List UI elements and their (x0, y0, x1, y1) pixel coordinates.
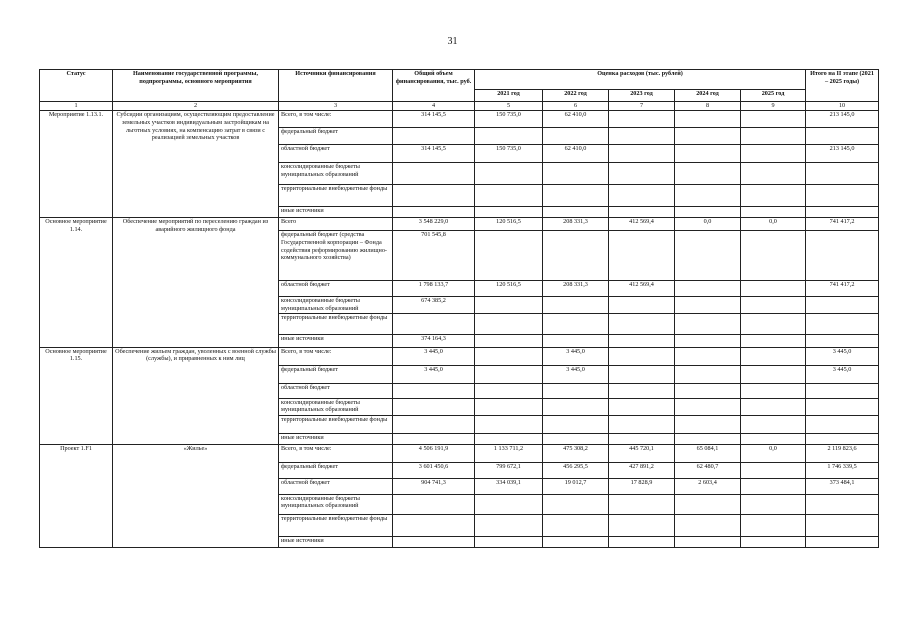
amount-cell (609, 185, 675, 207)
amount-cell (393, 128, 475, 145)
funding-source-cell: федеральный бюджет (279, 365, 393, 383)
amount-cell (675, 145, 741, 163)
amount-cell (609, 297, 675, 314)
amount-cell (675, 514, 741, 536)
amount-cell (741, 185, 806, 207)
amount-cell (543, 334, 609, 347)
amount-cell: 3 445,0 (393, 365, 475, 383)
table-body (40, 111, 879, 548)
amount-cell (741, 398, 806, 415)
amount-cell (609, 514, 675, 536)
funding-source-cell: иные источники (279, 334, 393, 347)
amount-cell (543, 514, 609, 536)
amount-cell: 19 012,7 (543, 478, 609, 494)
amount-cell (675, 433, 741, 444)
amount-cell (393, 313, 475, 334)
amount-cell (675, 334, 741, 347)
page-number: 31 (447, 36, 458, 47)
amount-cell: 445 720,1 (609, 444, 675, 462)
amount-cell (475, 398, 543, 415)
table-row (40, 218, 879, 231)
amount-cell (609, 313, 675, 334)
amount-cell (741, 128, 806, 145)
amount-cell: 213 145,0 (806, 145, 879, 163)
amount-cell (543, 313, 609, 334)
funding-source-cell: федеральный бюджет (средства Государственной корпорации – Фонда содействия реформированию жилищно-коммунального хозяйства) (279, 231, 393, 281)
amount-cell: 120 516,5 (475, 218, 543, 231)
amount-cell (741, 365, 806, 383)
amount-cell: 62 410,0 (543, 145, 609, 163)
header-total: Общий объем финансирования, тыс. руб. (393, 70, 475, 102)
amount-cell: 208 331,3 (543, 281, 609, 297)
amount-cell: 373 484,1 (806, 478, 879, 494)
amount-cell: 427 891,2 (609, 462, 675, 478)
amount-cell: 0,0 (741, 218, 806, 231)
column-number: 9 (741, 102, 806, 111)
amount-cell (675, 494, 741, 514)
amount-cell: 17 828,9 (609, 478, 675, 494)
amount-cell (393, 185, 475, 207)
amount-cell (543, 297, 609, 314)
amount-cell (393, 536, 475, 547)
amount-cell (475, 128, 543, 145)
amount-cell (741, 163, 806, 185)
amount-cell (741, 281, 806, 297)
funding-source-cell: областной бюджет (279, 383, 393, 398)
amount-cell (393, 383, 475, 398)
amount-cell (675, 281, 741, 297)
amount-cell (543, 128, 609, 145)
amount-cell (393, 415, 475, 433)
amount-cell (609, 415, 675, 433)
amount-cell: 120 516,5 (475, 281, 543, 297)
amount-cell: 314 145,5 (393, 145, 475, 163)
column-number: 3 (279, 102, 393, 111)
funding-source-cell: консолидированные бюджеты муниципальных образований (279, 297, 393, 314)
amount-cell (675, 365, 741, 383)
amount-cell (475, 163, 543, 185)
funding-source-cell: консолидированные бюджеты муниципальных образований (279, 163, 393, 185)
amount-cell (609, 365, 675, 383)
funding-source-cell: федеральный бюджет (279, 128, 393, 145)
amount-cell: 701 545,8 (393, 231, 475, 281)
amount-cell (543, 231, 609, 281)
header-name: Наименование государственной программы, подпрограммы, основного мероприятия (113, 70, 279, 102)
amount-cell: 314 145,5 (393, 111, 475, 128)
column-number: 10 (806, 102, 879, 111)
amount-cell: 799 672,1 (475, 462, 543, 478)
amount-cell (475, 494, 543, 514)
amount-cell: 3 445,0 (806, 347, 879, 365)
program-name-cell: Субсидии организациям, осуществляющим предоставление земельных участков индивидуальным застройщикам на льготных условиях, на компенсацию затрат в связи с реализацией земельных участков (113, 111, 279, 218)
column-number: 1 (40, 102, 113, 111)
amount-cell (393, 514, 475, 536)
funding-source-cell: иные источники (279, 207, 393, 218)
amount-cell (475, 185, 543, 207)
amount-cell: 62 410,0 (543, 111, 609, 128)
amount-cell: 475 308,2 (543, 444, 609, 462)
amount-cell (475, 347, 543, 365)
amount-cell (741, 297, 806, 314)
amount-cell (806, 536, 879, 547)
amount-cell (675, 415, 741, 433)
amount-cell: 0,0 (675, 218, 741, 231)
amount-cell (609, 536, 675, 547)
header-sources: Источники финансирования (279, 70, 393, 102)
amount-cell: 1 798 133,7 (393, 281, 475, 297)
amount-cell (609, 128, 675, 145)
table-row (40, 111, 879, 128)
column-number: 8 (675, 102, 741, 111)
amount-cell (609, 145, 675, 163)
amount-cell (609, 433, 675, 444)
status-cell: Мероприятие 1.13.1. (40, 111, 113, 218)
amount-cell (609, 207, 675, 218)
amount-cell: 334 039,1 (475, 478, 543, 494)
column-number: 6 (543, 102, 609, 111)
header-estimate: Оценка расходов (тыс. рублей) (475, 70, 806, 90)
funding-source-cell: иные источники (279, 536, 393, 547)
column-number-row (40, 102, 879, 111)
header-year: 2021 год (475, 90, 543, 102)
amount-cell (393, 163, 475, 185)
amount-cell: 456 295,5 (543, 462, 609, 478)
amount-cell (741, 433, 806, 444)
amount-cell (609, 163, 675, 185)
funding-source-cell: федеральный бюджет (279, 462, 393, 478)
funding-source-cell: территориальные внебюджетные фонды (279, 313, 393, 334)
amount-cell: 150 735,0 (475, 111, 543, 128)
amount-cell: 0,0 (741, 444, 806, 462)
amount-cell (543, 383, 609, 398)
amount-cell: 208 331,3 (543, 218, 609, 231)
amount-cell: 150 735,0 (475, 145, 543, 163)
amount-cell (741, 462, 806, 478)
header-stage-total: Итого на II этапе (2021 – 2025 годы) (806, 70, 879, 102)
amount-cell (609, 383, 675, 398)
amount-cell (609, 494, 675, 514)
funding-source-cell: иные источники (279, 433, 393, 444)
amount-cell: 3 445,0 (806, 365, 879, 383)
amount-cell (475, 231, 543, 281)
amount-cell (543, 536, 609, 547)
header-year: 2022 год (543, 90, 609, 102)
amount-cell: 3 445,0 (543, 347, 609, 365)
status-cell: Основное мероприятие 1.15. (40, 347, 113, 444)
amount-cell (741, 347, 806, 365)
status-cell: Проект 1.F1 (40, 444, 113, 547)
amount-cell (543, 185, 609, 207)
amount-cell (806, 313, 879, 334)
program-name-cell: «Жилье» (113, 444, 279, 547)
amount-cell (675, 111, 741, 128)
funding-source-cell: Всего, в том числе: (279, 444, 393, 462)
amount-cell (741, 207, 806, 218)
amount-cell (741, 383, 806, 398)
amount-cell (806, 231, 879, 281)
amount-cell: 2 119 823,6 (806, 444, 879, 462)
amount-cell (741, 415, 806, 433)
amount-cell (543, 415, 609, 433)
amount-cell (741, 145, 806, 163)
amount-cell: 3 601 450,6 (393, 462, 475, 478)
amount-cell (806, 185, 879, 207)
amount-cell (741, 334, 806, 347)
amount-cell: 1 746 339,5 (806, 462, 879, 478)
funding-source-cell: Всего, в том числе: (279, 111, 393, 128)
column-number: 4 (393, 102, 475, 111)
amount-cell: 65 084,1 (675, 444, 741, 462)
table-row (40, 444, 879, 462)
amount-cell (675, 347, 741, 365)
amount-cell (543, 398, 609, 415)
amount-cell: 374 164,3 (393, 334, 475, 347)
amount-cell (806, 334, 879, 347)
column-number: 2 (113, 102, 279, 111)
amount-cell: 674 385,2 (393, 297, 475, 314)
funding-source-cell: территориальные внебюджетные фонды (279, 415, 393, 433)
column-number: 5 (475, 102, 543, 111)
amount-cell (475, 433, 543, 444)
amount-cell (609, 347, 675, 365)
amount-cell: 904 741,3 (393, 478, 475, 494)
program-name-cell: Обеспечение мероприятий по переселению граждан из аварийного жилищного фонда (113, 218, 279, 348)
amount-cell (741, 536, 806, 547)
amount-cell: 412 569,4 (609, 281, 675, 297)
amount-cell (741, 478, 806, 494)
funding-source-cell: областной бюджет (279, 145, 393, 163)
amount-cell (393, 433, 475, 444)
amount-cell (675, 185, 741, 207)
amount-cell (609, 111, 675, 128)
amount-cell (393, 398, 475, 415)
amount-cell: 2 603,4 (675, 478, 741, 494)
amount-cell (475, 365, 543, 383)
amount-cell (475, 514, 543, 536)
amount-cell (806, 494, 879, 514)
amount-cell (806, 163, 879, 185)
amount-cell: 3 548 229,0 (393, 218, 475, 231)
amount-cell (609, 398, 675, 415)
amount-cell (806, 128, 879, 145)
amount-cell: 4 506 191,9 (393, 444, 475, 462)
header-year: 2023 год (609, 90, 675, 102)
amount-cell (475, 536, 543, 547)
amount-cell (543, 163, 609, 185)
funding-source-cell: территориальные внебюджетные фонды (279, 514, 393, 536)
budget-table (39, 69, 879, 548)
amount-cell (806, 415, 879, 433)
amount-cell (675, 207, 741, 218)
amount-cell (806, 297, 879, 314)
amount-cell: 1 133 711,2 (475, 444, 543, 462)
funding-source-cell: территориальные внебюджетные фонды (279, 185, 393, 207)
amount-cell (393, 207, 475, 218)
amount-cell: 412 569,4 (609, 218, 675, 231)
amount-cell (806, 207, 879, 218)
amount-cell (675, 398, 741, 415)
amount-cell (741, 494, 806, 514)
amount-cell (675, 231, 741, 281)
amount-cell: 741 417,2 (806, 218, 879, 231)
amount-cell (741, 313, 806, 334)
amount-cell (475, 297, 543, 314)
amount-cell: 213 145,0 (806, 111, 879, 128)
status-cell: Основное мероприятие 1.14. (40, 218, 113, 348)
amount-cell (675, 128, 741, 145)
amount-cell: 62 480,7 (675, 462, 741, 478)
amount-cell (806, 433, 879, 444)
amount-cell (543, 207, 609, 218)
amount-cell (475, 383, 543, 398)
amount-cell (675, 313, 741, 334)
amount-cell: 3 445,0 (543, 365, 609, 383)
funding-source-cell: консолидированные бюджеты муниципальных образований (279, 398, 393, 415)
amount-cell (806, 383, 879, 398)
amount-cell: 741 417,2 (806, 281, 879, 297)
table-row (40, 347, 879, 365)
header-year: 2025 год (741, 90, 806, 102)
amount-cell (475, 313, 543, 334)
amount-cell (741, 231, 806, 281)
amount-cell (675, 536, 741, 547)
amount-cell (741, 111, 806, 128)
amount-cell (393, 494, 475, 514)
amount-cell (543, 433, 609, 444)
amount-cell (675, 297, 741, 314)
amount-cell (609, 231, 675, 281)
amount-cell (806, 398, 879, 415)
amount-cell (609, 334, 675, 347)
amount-cell (475, 207, 543, 218)
amount-cell (675, 163, 741, 185)
amount-cell (741, 514, 806, 536)
amount-cell (543, 494, 609, 514)
header-status: Статус (40, 70, 113, 102)
amount-cell (675, 383, 741, 398)
column-number: 7 (609, 102, 675, 111)
header-year: 2024 год (675, 90, 741, 102)
funding-source-cell: Всего, в том числе: (279, 347, 393, 365)
funding-source-cell: консолидированные бюджеты муниципальных образований (279, 494, 393, 514)
funding-source-cell: областной бюджет (279, 478, 393, 494)
program-name-cell: Обеспечение жильем граждан, уволенных с военной службы (службы), и приравненных к ним лиц (113, 347, 279, 444)
amount-cell (475, 334, 543, 347)
funding-source-cell: Всего (279, 218, 393, 231)
amount-cell: 3 445,0 (393, 347, 475, 365)
amount-cell (475, 415, 543, 433)
funding-source-cell: областной бюджет (279, 281, 393, 297)
amount-cell (806, 514, 879, 536)
